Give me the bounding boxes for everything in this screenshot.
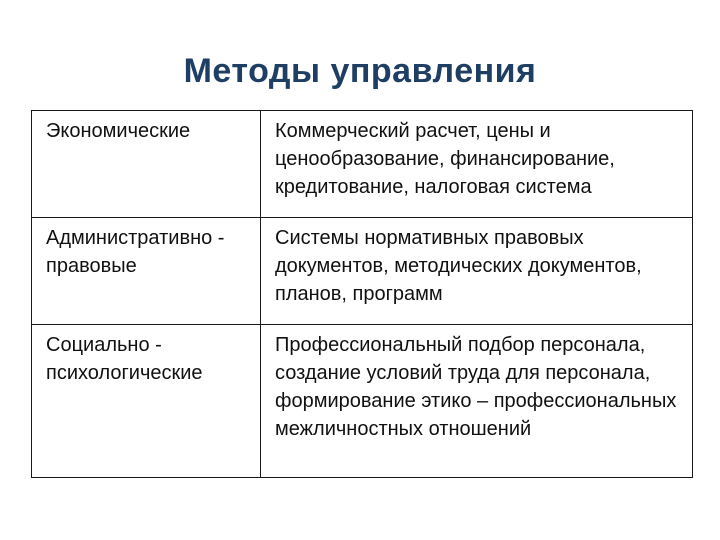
category-cell <box>32 111 261 218</box>
category-label-administrative: Административно - правовые <box>46 227 225 277</box>
methods-table <box>31 110 693 478</box>
description-cell <box>261 325 693 478</box>
description-economic: Коммерческий расчет, цены и ценообразование, финансирование, кредитование, налоговая система <box>275 120 615 198</box>
category-cell <box>32 325 261 478</box>
description-social: Профессиональный подбор персонала, создание условий труда для персонала, формирование этико – профессиональных межличностных отношений <box>275 334 677 440</box>
description-administrative: Системы нормативных правовых документов, методических документов, планов, программ <box>275 227 642 305</box>
category-label-economic: Экономические <box>46 120 191 142</box>
description-cell <box>261 218 693 325</box>
table-row <box>32 111 693 218</box>
category-label-social: Социально - психологические <box>46 334 203 384</box>
table-row <box>32 218 693 325</box>
description-cell <box>261 111 693 218</box>
table-row <box>32 325 693 478</box>
category-cell <box>32 218 261 325</box>
page-title: Методы управления <box>183 52 537 90</box>
